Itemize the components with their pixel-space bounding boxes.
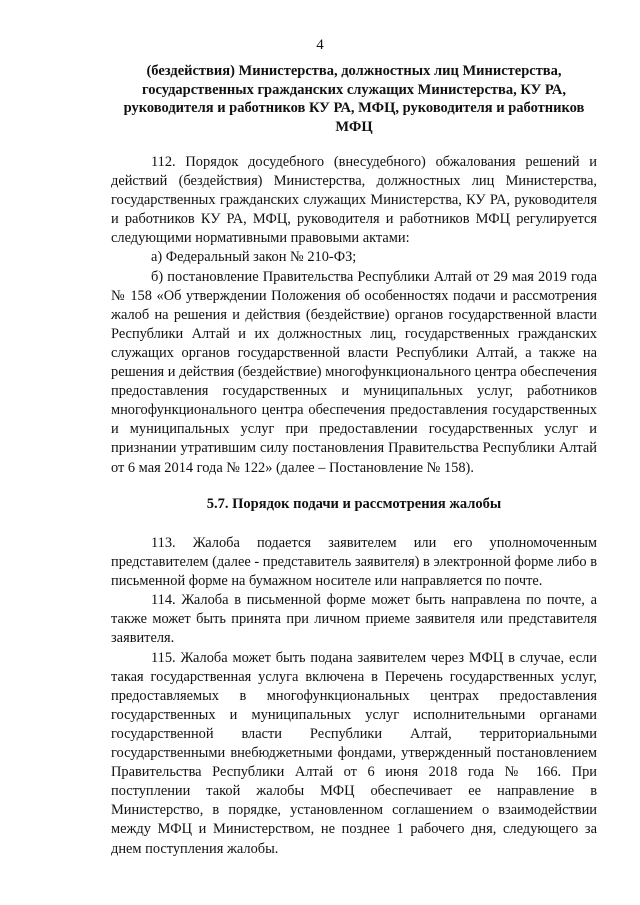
section-title-5-7: 5.7. Порядок подачи и рассмотрения жалобы: [206, 496, 502, 512]
paragraph-block-112: [111, 153, 597, 478]
paragraph-114: 114. Жалоба в письменной форме может быть направлена по почте, а также может быть принята при личном приеме заявителя или представителя заявителя.: [111, 592, 597, 647]
paragraph-113: 113. Жалоба подается заявителем или его уполномоченным представителем (далее - представитель заявителя) в электронной форме либо в письменной форме на бумажном носителе или направляется по почте.: [111, 535, 597, 590]
list-item-a: а) Федеральный закон № 210-ФЗ;: [151, 249, 357, 266]
page-number: 4: [316, 37, 324, 53]
list-item-b: б) постановление Правительства Республики Алтай от 29 мая 2019 года № 158 «Об утверждении Положения об особенностях подачи и рассмотрения жалоб на решения и действия (бездействие) органов государственной власти Республики Алтай и их должностных лиц, государственных гражданских служащих органов государственной власти Республики Алтай, а также на решения и действия (бездействие) многофункционального центра обеспечения предоставления государственных и муниципальных услуг, работников многофункционального центра обеспечения предоставления государственных и муниципальных услуг при предоставлении государственных услуг и признании утратившим силу постановления Правительства Республики Алтай от 6 мая 2014 года № 122» (далее – Постановление № 158).: [111, 268, 597, 476]
section-heading-continued: (бездействия) Министерства, должностных лиц Министерства, государственных гражданских служащих Министерства, КУ РА, руководителя и работников КУ РА, МФЦ, руководителя и работников МФЦ: [123, 63, 585, 135]
paragraph-115: 115. Жалоба может быть подана заявителем через МФЦ в случае, если такая государственная услуга включена в Перечень государственных услуг, предоставляемых в многофункциональных центрах предоставления государственных и муниципальных услуг исполнительными органами государственной власти Республики Алтай, территориальными государственными внебюджетными фондами, утвержденный постановлением Правительства Республики Алтай от 6 июня 2018 года № 166. При поступлении такой жалобы МФЦ обеспечивает ее направление в Министерство, в порядке, установленном соглашением о взаимодействии между МФЦ и Министерством, не позднее 1 рабочего дня, следующего за днем поступления жалобы.: [111, 649, 597, 857]
paragraph-112: 112. Порядок досудебного (внесудебного) обжалования решений и действий (бездействия) Министерства, должностных лиц Министерства, государственных гражданских служащих Министерства, КУ РА, руководителя и работников КУ РА, МФЦ, руководителя и работников МФЦ регулируется следующими нормативными правовыми актами:: [111, 154, 597, 247]
paragraph-block-113-115: [111, 534, 597, 859]
